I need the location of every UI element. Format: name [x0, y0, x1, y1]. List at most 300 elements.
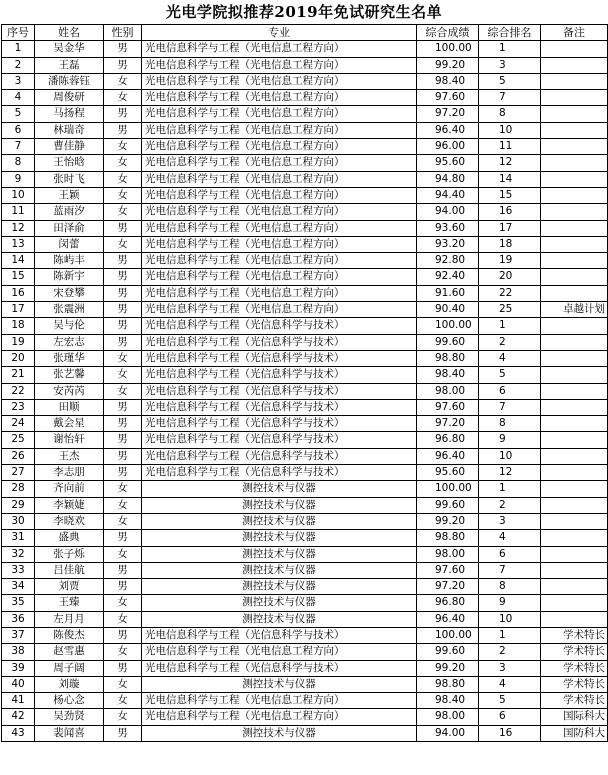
cell-gender: 女 — [104, 350, 142, 366]
page-title: 光电学院拟推荐2019年免试研究生名单 — [165, 3, 443, 21]
cell-no: 34 — [2, 579, 35, 595]
cell-rank: 18 — [479, 236, 541, 252]
cell-note: 学术特长 — [541, 660, 608, 676]
cell-name: 陈屿丰 — [35, 253, 104, 269]
cell-major: 光电信息科学与工程（光电信息工程方向） — [142, 269, 417, 285]
cell-note: 学术特长 — [541, 693, 608, 709]
cell-gender: 男 — [104, 465, 142, 481]
table-row — [2, 204, 608, 220]
table-row — [2, 611, 608, 627]
cell-rank: 9 — [479, 595, 541, 611]
cell-note — [541, 41, 608, 57]
cell-no: 22 — [2, 383, 35, 399]
cell-name: 曹佳静 — [35, 139, 104, 155]
table-row — [2, 350, 608, 366]
cell-note — [541, 253, 608, 269]
cell-score: 98.00 — [417, 383, 479, 399]
cell-note — [541, 318, 608, 334]
cell-rank: 12 — [479, 155, 541, 171]
cell-name: 张时飞 — [35, 171, 104, 187]
cell-note — [541, 595, 608, 611]
cell-major: 测控技术与仪器 — [142, 676, 417, 692]
cell-rank: 5 — [479, 693, 541, 709]
cell-score: 95.60 — [417, 465, 479, 481]
table-row — [2, 57, 608, 73]
cell-name: 吴金华 — [35, 41, 104, 57]
cell-gender: 女 — [104, 709, 142, 725]
cell-score: 100.00 — [417, 627, 479, 643]
cell-no: 8 — [2, 155, 35, 171]
cell-major: 测控技术与仪器 — [142, 497, 417, 513]
cell-rank: 8 — [479, 416, 541, 432]
table-row — [2, 155, 608, 171]
cell-major: 光电信息科学与工程（光电信息工程方向） — [142, 171, 417, 187]
cell-note — [541, 171, 608, 187]
cell-gender: 男 — [104, 106, 142, 122]
cell-rank: 3 — [479, 660, 541, 676]
cell-gender: 女 — [104, 546, 142, 562]
table-row — [2, 709, 608, 725]
cell-score: 90.40 — [417, 302, 479, 318]
cell-gender: 女 — [104, 595, 142, 611]
cell-rank: 17 — [479, 220, 541, 236]
table-row — [2, 627, 608, 643]
table-row — [2, 399, 608, 415]
cell-gender: 女 — [104, 73, 142, 89]
cell-score: 99.60 — [417, 497, 479, 513]
cell-gender: 女 — [104, 513, 142, 529]
table-body — [2, 41, 608, 742]
cell-no: 30 — [2, 513, 35, 529]
cell-major: 光电信息科学与工程（光电信息工程方向） — [142, 693, 417, 709]
table-row — [2, 41, 608, 57]
table-row — [2, 383, 608, 399]
cell-score: 97.60 — [417, 562, 479, 578]
cell-no: 24 — [2, 416, 35, 432]
cell-name: 王臻 — [35, 595, 104, 611]
cell-gender: 男 — [104, 725, 142, 741]
cell-note — [541, 416, 608, 432]
cell-score: 99.60 — [417, 334, 479, 350]
cell-gender: 女 — [104, 383, 142, 399]
cell-major: 光电信息科学与工程（光信息科学与技术） — [142, 399, 417, 415]
table-row — [2, 725, 608, 741]
cell-rank: 9 — [479, 432, 541, 448]
cell-gender: 女 — [104, 367, 142, 383]
cell-score: 96.40 — [417, 611, 479, 627]
cell-gender: 男 — [104, 416, 142, 432]
cell-major: 光电信息科学与工程（光信息科学与技术） — [142, 416, 417, 432]
cell-rank: 6 — [479, 383, 541, 399]
header-major: 专业 — [142, 25, 417, 41]
cell-name: 周俊研 — [35, 90, 104, 106]
cell-score: 100.00 — [417, 318, 479, 334]
cell-note: 卓越计划 — [541, 302, 608, 318]
cell-score: 98.00 — [417, 546, 479, 562]
table-row — [2, 644, 608, 660]
cell-rank: 10 — [479, 448, 541, 464]
cell-score: 98.80 — [417, 350, 479, 366]
cell-gender: 男 — [104, 432, 142, 448]
table-row — [2, 562, 608, 578]
cell-score: 99.20 — [417, 660, 479, 676]
cell-major: 光电信息科学与工程（光电信息工程方向） — [142, 285, 417, 301]
cell-major: 光电信息科学与工程（光信息科学与技术） — [142, 383, 417, 399]
cell-rank: 12 — [479, 465, 541, 481]
table-row — [2, 302, 608, 318]
cell-rank: 3 — [479, 513, 541, 529]
cell-no: 41 — [2, 693, 35, 709]
cell-note — [541, 399, 608, 415]
table-row — [2, 220, 608, 236]
table-row — [2, 269, 608, 285]
cell-name: 张震洲 — [35, 302, 104, 318]
cell-name: 左月月 — [35, 611, 104, 627]
cell-note: 学术特长 — [541, 676, 608, 692]
cell-major: 光电信息科学与工程（光电信息工程方向） — [142, 155, 417, 171]
cell-no: 12 — [2, 220, 35, 236]
cell-gender: 女 — [104, 236, 142, 252]
cell-gender: 男 — [104, 253, 142, 269]
cell-major: 光电信息科学与工程（光信息科学与技术） — [142, 448, 417, 464]
cell-rank: 1 — [479, 481, 541, 497]
cell-name: 齐向前 — [35, 481, 104, 497]
cell-note — [541, 530, 608, 546]
cell-gender: 女 — [104, 497, 142, 513]
cell-name: 田顺 — [35, 399, 104, 415]
cell-gender: 女 — [104, 676, 142, 692]
cell-gender: 女 — [104, 187, 142, 203]
table-row — [2, 546, 608, 562]
cell-major: 光电信息科学与工程（光电信息工程方向） — [142, 73, 417, 89]
cell-rank: 22 — [479, 285, 541, 301]
table-row — [2, 139, 608, 155]
table-row — [2, 432, 608, 448]
cell-gender: 男 — [104, 660, 142, 676]
cell-gender: 女 — [104, 155, 142, 171]
cell-score: 94.40 — [417, 187, 479, 203]
cell-gender: 男 — [104, 399, 142, 415]
cell-no: 19 — [2, 334, 35, 350]
cell-note — [541, 513, 608, 529]
cell-note: 学术特长 — [541, 644, 608, 660]
cell-gender: 男 — [104, 579, 142, 595]
cell-no: 35 — [2, 595, 35, 611]
cell-name: 盛典 — [35, 530, 104, 546]
cell-score: 97.20 — [417, 579, 479, 595]
cell-major: 测控技术与仪器 — [142, 562, 417, 578]
cell-major: 光电信息科学与工程（光信息科学与技术） — [142, 432, 417, 448]
cell-no: 37 — [2, 627, 35, 643]
cell-gender: 女 — [104, 611, 142, 627]
cell-name: 吴与伦 — [35, 318, 104, 334]
student-table — [1, 24, 608, 742]
cell-no: 25 — [2, 432, 35, 448]
header-no: 序号 — [2, 25, 35, 41]
table-row — [2, 334, 608, 350]
cell-gender: 女 — [104, 139, 142, 155]
table-header-row — [2, 25, 608, 41]
cell-gender: 男 — [104, 530, 142, 546]
cell-name: 李晓欢 — [35, 513, 104, 529]
cell-score: 100.00 — [417, 481, 479, 497]
cell-score: 94.80 — [417, 171, 479, 187]
cell-no: 42 — [2, 709, 35, 725]
cell-note — [541, 383, 608, 399]
cell-rank: 6 — [479, 709, 541, 725]
cell-no: 32 — [2, 546, 35, 562]
cell-note — [541, 546, 608, 562]
cell-major: 光电信息科学与工程（光电信息工程方向） — [142, 187, 417, 203]
cell-major: 光电信息科学与工程（光信息科学与技术） — [142, 627, 417, 643]
cell-name: 杨心念 — [35, 693, 104, 709]
cell-score: 99.20 — [417, 57, 479, 73]
table-row — [2, 122, 608, 138]
cell-name: 潘陈蓉钰 — [35, 73, 104, 89]
cell-name: 谢怡轩 — [35, 432, 104, 448]
cell-no: 15 — [2, 269, 35, 285]
cell-name: 吕佳航 — [35, 562, 104, 578]
table-row — [2, 579, 608, 595]
cell-major: 测控技术与仪器 — [142, 611, 417, 627]
cell-rank: 2 — [479, 334, 541, 350]
cell-major: 测控技术与仪器 — [142, 513, 417, 529]
cell-score: 96.40 — [417, 122, 479, 138]
cell-note — [541, 432, 608, 448]
cell-rank: 14 — [479, 171, 541, 187]
cell-name: 闵蕾 — [35, 236, 104, 252]
cell-gender: 男 — [104, 334, 142, 350]
cell-major: 光电信息科学与工程（光电信息工程方向） — [142, 106, 417, 122]
cell-major: 光电信息科学与工程（光电信息工程方向） — [142, 90, 417, 106]
cell-score: 96.40 — [417, 448, 479, 464]
cell-major: 光电信息科学与工程（光信息科学与技术） — [142, 660, 417, 676]
cell-rank: 4 — [479, 676, 541, 692]
cell-no: 6 — [2, 122, 35, 138]
cell-score: 98.40 — [417, 693, 479, 709]
cell-score: 98.80 — [417, 530, 479, 546]
cell-rank: 10 — [479, 611, 541, 627]
cell-major: 光电信息科学与工程（光电信息工程方向） — [142, 220, 417, 236]
cell-no: 36 — [2, 611, 35, 627]
table-row — [2, 448, 608, 464]
cell-score: 96.00 — [417, 139, 479, 155]
cell-rank: 2 — [479, 644, 541, 660]
table-row — [2, 253, 608, 269]
cell-name: 安芮芮 — [35, 383, 104, 399]
cell-name: 马扬程 — [35, 106, 104, 122]
table-row — [2, 595, 608, 611]
cell-name: 张艺馨 — [35, 367, 104, 383]
cell-gender: 女 — [104, 644, 142, 660]
cell-score: 93.20 — [417, 236, 479, 252]
cell-no: 14 — [2, 253, 35, 269]
cell-gender: 女 — [104, 481, 142, 497]
cell-gender: 女 — [104, 90, 142, 106]
cell-no: 29 — [2, 497, 35, 513]
cell-note — [541, 350, 608, 366]
cell-major: 光电信息科学与工程（光电信息工程方向） — [142, 139, 417, 155]
cell-no: 16 — [2, 285, 35, 301]
cell-no: 23 — [2, 399, 35, 415]
cell-name: 刘璇 — [35, 676, 104, 692]
table-row — [2, 187, 608, 203]
cell-gender: 男 — [104, 448, 142, 464]
cell-no: 40 — [2, 676, 35, 692]
cell-name: 王磊 — [35, 57, 104, 73]
cell-major: 光电信息科学与工程（光电信息工程方向） — [142, 709, 417, 725]
cell-score: 91.60 — [417, 285, 479, 301]
cell-rank: 4 — [479, 350, 541, 366]
cell-score: 94.00 — [417, 204, 479, 220]
cell-score: 98.40 — [417, 73, 479, 89]
table-row — [2, 660, 608, 676]
cell-note: 国际科大 — [541, 709, 608, 725]
cell-no: 21 — [2, 367, 35, 383]
table-row — [2, 318, 608, 334]
table-row — [2, 106, 608, 122]
cell-note — [541, 155, 608, 171]
cell-major: 光电信息科学与工程（光电信息工程方向） — [142, 644, 417, 660]
cell-gender: 男 — [104, 302, 142, 318]
cell-no: 33 — [2, 562, 35, 578]
table-row — [2, 465, 608, 481]
cell-major: 测控技术与仪器 — [142, 481, 417, 497]
cell-note: 学术特长 — [541, 627, 608, 643]
cell-note: 国防科大 — [541, 725, 608, 741]
cell-name: 张子烁 — [35, 546, 104, 562]
table-row — [2, 513, 608, 529]
cell-score: 95.60 — [417, 155, 479, 171]
cell-score: 99.60 — [417, 644, 479, 660]
cell-no: 43 — [2, 725, 35, 741]
cell-major: 光电信息科学与工程（光电信息工程方向） — [142, 302, 417, 318]
cell-rank: 8 — [479, 106, 541, 122]
cell-score: 92.80 — [417, 253, 479, 269]
cell-major: 测控技术与仪器 — [142, 579, 417, 595]
cell-score: 97.20 — [417, 106, 479, 122]
cell-major: 光电信息科学与工程（光信息科学与技术） — [142, 350, 417, 366]
cell-name: 李志朋 — [35, 465, 104, 481]
cell-name: 戴会星 — [35, 416, 104, 432]
cell-gender: 男 — [104, 562, 142, 578]
cell-note — [541, 236, 608, 252]
cell-name: 林瑞奇 — [35, 122, 104, 138]
cell-note — [541, 139, 608, 155]
table-row — [2, 530, 608, 546]
cell-rank: 7 — [479, 90, 541, 106]
cell-rank: 2 — [479, 497, 541, 513]
cell-note — [541, 122, 608, 138]
cell-gender: 女 — [104, 693, 142, 709]
table-row — [2, 676, 608, 692]
cell-rank: 1 — [479, 627, 541, 643]
cell-rank: 20 — [479, 269, 541, 285]
cell-major: 光电信息科学与工程（光电信息工程方向） — [142, 57, 417, 73]
cell-major: 光电信息科学与工程（光电信息工程方向） — [142, 122, 417, 138]
cell-gender: 男 — [104, 220, 142, 236]
cell-rank: 5 — [479, 367, 541, 383]
cell-note — [541, 579, 608, 595]
cell-major: 光电信息科学与工程（光电信息工程方向） — [142, 236, 417, 252]
header-rank: 综合排名 — [479, 25, 541, 41]
header-name: 姓名 — [35, 25, 104, 41]
cell-score: 94.00 — [417, 725, 479, 741]
header-note: 备注 — [541, 25, 608, 41]
table-row — [2, 497, 608, 513]
cell-name: 刘贾 — [35, 579, 104, 595]
cell-no: 20 — [2, 350, 35, 366]
table-row — [2, 90, 608, 106]
cell-name: 陈新宇 — [35, 269, 104, 285]
table-row — [2, 416, 608, 432]
cell-no: 7 — [2, 139, 35, 155]
cell-gender: 男 — [104, 627, 142, 643]
cell-score: 98.80 — [417, 676, 479, 692]
cell-no: 26 — [2, 448, 35, 464]
cell-rank: 15 — [479, 187, 541, 203]
cell-name: 陈俊杰 — [35, 627, 104, 643]
cell-score: 97.60 — [417, 90, 479, 106]
cell-major: 测控技术与仪器 — [142, 530, 417, 546]
cell-major: 测控技术与仪器 — [142, 595, 417, 611]
table-row — [2, 481, 608, 497]
cell-rank: 6 — [479, 546, 541, 562]
cell-score: 98.40 — [417, 367, 479, 383]
cell-major: 光电信息科学与工程（光信息科学与技术） — [142, 367, 417, 383]
table-row — [2, 171, 608, 187]
cell-no: 13 — [2, 236, 35, 252]
table-row — [2, 236, 608, 252]
cell-no: 11 — [2, 204, 35, 220]
cell-gender: 男 — [104, 285, 142, 301]
cell-name: 赵雪惠 — [35, 644, 104, 660]
cell-rank: 4 — [479, 530, 541, 546]
cell-note — [541, 187, 608, 203]
cell-major: 光电信息科学与工程（光电信息工程方向） — [142, 41, 417, 57]
cell-gender: 男 — [104, 269, 142, 285]
cell-note — [541, 562, 608, 578]
cell-note — [541, 611, 608, 627]
cell-note — [541, 204, 608, 220]
table-row — [2, 367, 608, 383]
cell-no: 27 — [2, 465, 35, 481]
cell-note — [541, 285, 608, 301]
cell-score: 99.20 — [417, 513, 479, 529]
cell-note — [541, 465, 608, 481]
cell-note — [541, 73, 608, 89]
cell-gender: 男 — [104, 122, 142, 138]
cell-rank: 10 — [479, 122, 541, 138]
cell-name: 宋登攀 — [35, 285, 104, 301]
cell-note — [541, 367, 608, 383]
cell-score: 100.00 — [417, 41, 479, 57]
cell-score: 98.00 — [417, 709, 479, 725]
cell-no: 9 — [2, 171, 35, 187]
cell-name: 王杰 — [35, 448, 104, 464]
cell-note — [541, 106, 608, 122]
cell-name: 田泽俞 — [35, 220, 104, 236]
cell-score: 93.60 — [417, 220, 479, 236]
cell-no: 18 — [2, 318, 35, 334]
cell-no: 5 — [2, 106, 35, 122]
cell-note — [541, 481, 608, 497]
cell-no: 10 — [2, 187, 35, 203]
table-row — [2, 285, 608, 301]
cell-score: 96.80 — [417, 595, 479, 611]
cell-no: 31 — [2, 530, 35, 546]
cell-note — [541, 448, 608, 464]
